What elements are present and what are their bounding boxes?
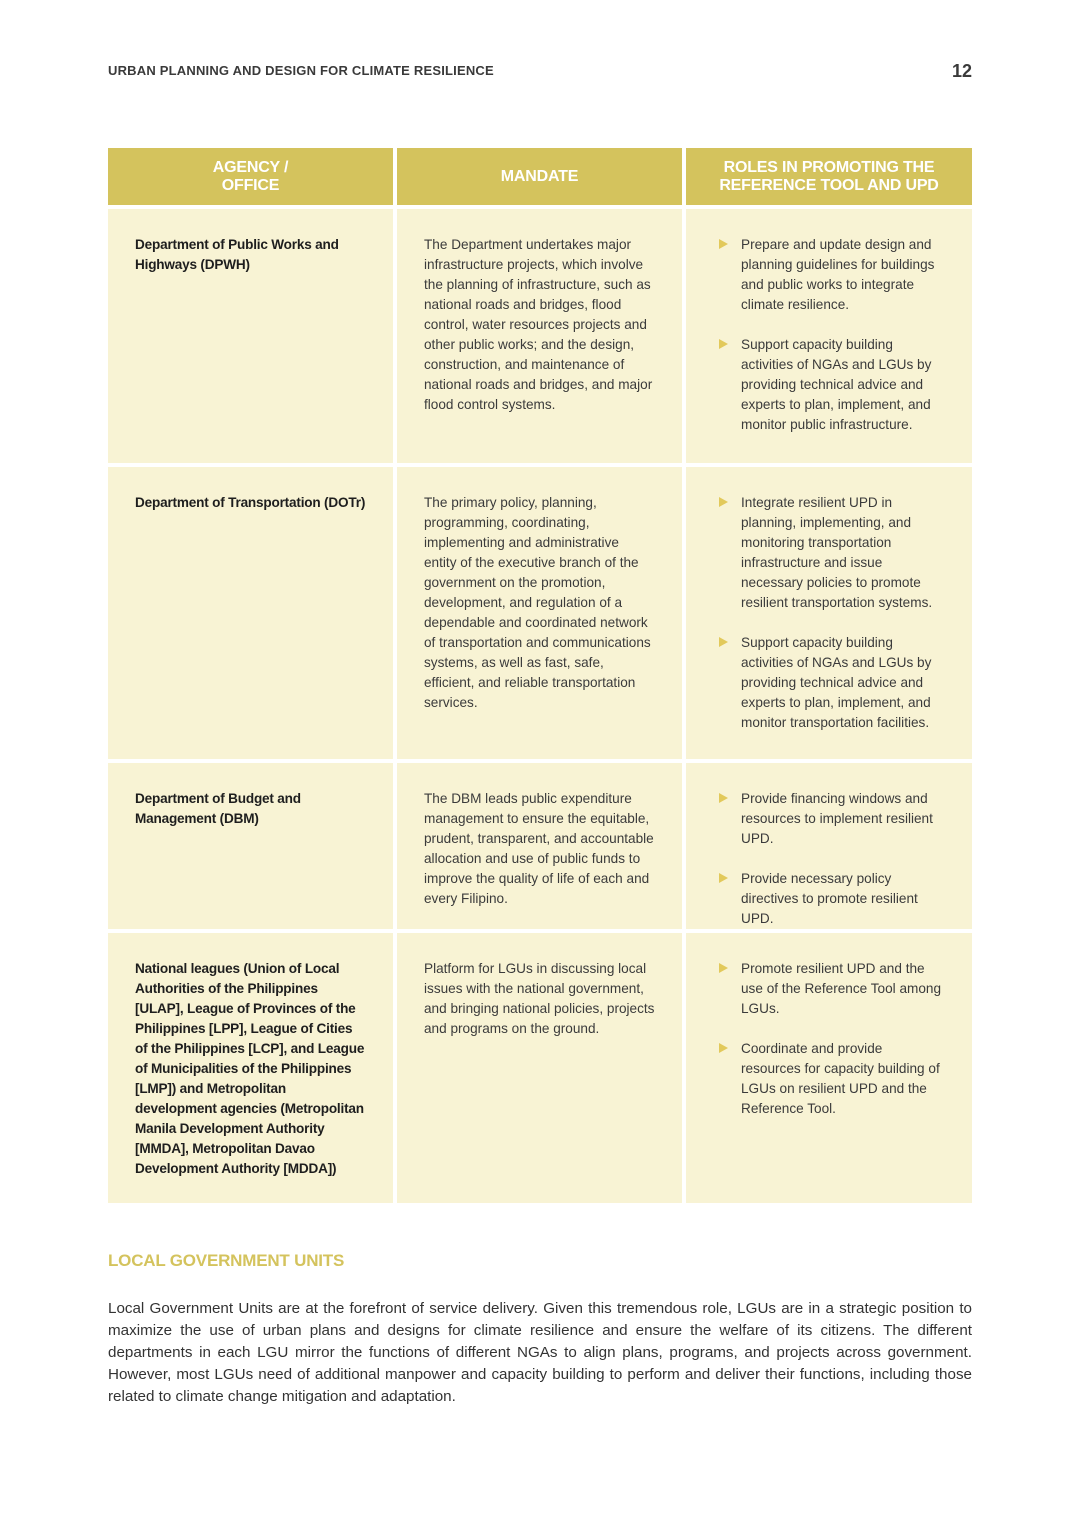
triangle-bullet-icon bbox=[719, 339, 728, 349]
triangle-bullet-icon bbox=[719, 497, 728, 507]
table-row bbox=[108, 467, 972, 759]
triangle-bullet-icon bbox=[719, 637, 728, 647]
mandate-cell bbox=[397, 763, 682, 929]
agency-name: Department of Transportation (DOTr) bbox=[135, 495, 366, 510]
roles-cell bbox=[686, 933, 972, 1203]
triangle-bullet-icon bbox=[719, 793, 728, 803]
roles-list bbox=[713, 959, 945, 1119]
agency-name: National leagues (Union of Local Authorities of the Philippines [ULAP], League of Provinces of the Philippines [LPP], League of Cities of the Philippines [LCP], and League of Municipalities of the Philippines [LMP]) and Metropolitan development agencies (Metropolitan Manila Development Authority [MMDA], Metropolitan Davao Development Authority [MDDA]) bbox=[135, 961, 365, 1176]
triangle-bullet-icon bbox=[719, 963, 728, 973]
triangle-bullet-icon bbox=[719, 873, 728, 883]
running-header-title: URBAN PLANNING AND DESIGN FOR CLIMATE RESILIENCE bbox=[108, 63, 494, 78]
roles-list bbox=[713, 493, 945, 733]
role-item: Provide necessary policy directives to promote resilient UPD. bbox=[713, 869, 945, 929]
agency-cell bbox=[108, 209, 393, 463]
table-row bbox=[108, 933, 972, 1203]
role-item: Coordinate and provide resources for capacity building of LGUs on resilient UPD and the Reference Tool. bbox=[713, 1039, 945, 1119]
role-item: Support capacity building activities of NGAs and LGUs by providing technical advice and experts to plan, implement, and monitor public infrastructure. bbox=[713, 335, 945, 435]
mandate-text: The primary policy, planning, programming, coordinating, implementing and administrative entity of the executive branch of the government on the promotion, development, and regulation of a dependable and coordinated network of transportation and communications systems, as well as fast, safe, efficient, and reliable transportation services. bbox=[424, 495, 651, 710]
role-item: Integrate resilient UPD in planning, implementing, and monitoring transportation infrastructure and issue necessary policies to promote resilient transportation systems. bbox=[713, 493, 945, 613]
column-header-mandate: MANDATE bbox=[397, 148, 682, 205]
agency-name: Department of Public Works and Highways (DPWH) bbox=[135, 237, 339, 272]
agency-cell bbox=[108, 933, 393, 1203]
mandate-cell bbox=[397, 467, 682, 759]
roles-cell bbox=[686, 467, 972, 759]
page-number: 12 bbox=[951, 61, 972, 81]
roles-list bbox=[713, 789, 945, 929]
agency-roles-table bbox=[108, 148, 972, 1207]
mandate-cell bbox=[397, 933, 682, 1203]
table-row bbox=[108, 763, 972, 929]
roles-cell bbox=[686, 763, 972, 929]
mandate-text: The Department undertakes major infrastructure projects, which involve the planning of infrastructure, such as national roads and bridges, flood control, water resources projects and other public works; and the design, construction, and maintenance of national roads and bridges, and major flood control systems. bbox=[424, 237, 653, 412]
table-header-row bbox=[108, 148, 972, 205]
mandate-text: The DBM leads public expenditure management to ensure the equitable, prudent, transparent, and accountable allocation and use of public funds to improve the quality of life of each and every Filipino. bbox=[424, 791, 654, 906]
roles-list bbox=[713, 235, 945, 435]
table-row bbox=[108, 209, 972, 463]
roles-cell bbox=[686, 209, 972, 463]
column-header-agency: AGENCY / OFFICE bbox=[108, 148, 393, 205]
role-item: Support capacity building activities of NGAs and LGUs by providing technical advice and experts to plan, implement, and monitor transportation facilities. bbox=[713, 633, 945, 733]
agency-name: Department of Budget and Management (DBM) bbox=[135, 791, 301, 826]
role-item: Provide financing windows and resources to implement resilient UPD. bbox=[713, 789, 945, 849]
agency-cell bbox=[108, 763, 393, 929]
column-header-roles: ROLES IN PROMOTING THE REFERENCE TOOL AND UPD bbox=[686, 148, 972, 205]
role-item: Promote resilient UPD and the use of the Reference Tool among LGUs. bbox=[713, 959, 945, 1019]
role-item: Prepare and update design and planning guidelines for buildings and public works to integrate climate resilience. bbox=[713, 235, 945, 315]
section-heading: LOCAL GOVERNMENT UNITS bbox=[108, 1251, 345, 1270]
mandate-cell bbox=[397, 209, 682, 463]
mandate-text: Platform for LGUs in discussing local issues with the national government, and bringing national policies, projects and programs on the ground. bbox=[424, 961, 655, 1036]
triangle-bullet-icon bbox=[719, 239, 728, 249]
triangle-bullet-icon bbox=[719, 1043, 728, 1053]
agency-cell bbox=[108, 467, 393, 759]
body-paragraph: Local Government Units are at the forefront of service delivery. Given this tremendous role, LGUs are in a strategic position to maximize the use of urban plans and designs for climate resilience and ensure the welfare of its citizens. The different departments in each LGU mirror the functions of different NGAs to align plans, programs, and projects across government. However, most LGUs need of additional manpower and capacity building to perform and deliver their functions, including those related to climate change mitigation and adaptation. bbox=[108, 1300, 972, 1405]
